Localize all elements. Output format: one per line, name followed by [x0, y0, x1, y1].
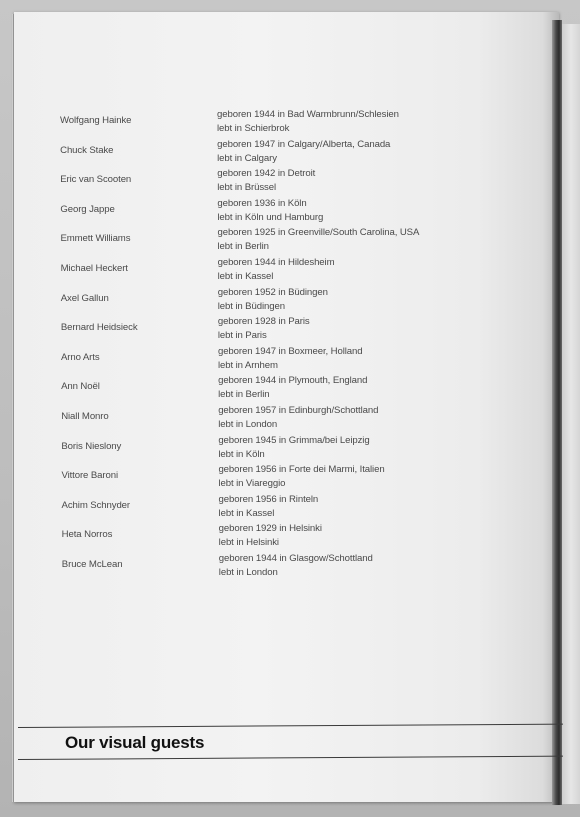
artist-birth: geboren 1947 in Boxmeer, Holland [217, 345, 363, 357]
artist-residence: lebt in London [218, 419, 278, 430]
artist-entry [0, 139, 540, 167]
artist-entry [1, 375, 541, 403]
artist-residence: lebt in Kassel [217, 271, 274, 282]
artist-birth: geboren 1928 in Paris [217, 316, 310, 328]
artist-name: Michael Heckert [60, 263, 128, 274]
artist-entry [0, 168, 540, 196]
artist-birth: geboren 1942 in Detroit [217, 168, 316, 180]
artist-name: Bruce McLean [61, 559, 123, 570]
artist-name: Vittore Baroni [61, 470, 119, 482]
artist-residence: lebt in Helsinki [218, 537, 279, 549]
artist-entry [1, 316, 541, 344]
artist-birth: geboren 1945 in Grimma/bei Leipzig [218, 434, 370, 446]
artist-birth: geboren 1944 in Hildesheim [217, 257, 335, 268]
artist-residence: lebt in Viareggio [218, 478, 286, 490]
artist-birth: geboren 1947 in Calgary/Alberta, Canada [217, 138, 391, 150]
artist-entry [0, 227, 540, 255]
artist-name: Wolfgang Hainke [60, 115, 132, 126]
artist-entry [1, 435, 541, 463]
artist-name: Niall Monro [61, 411, 109, 422]
artist-residence: lebt in Köln und Hamburg [217, 211, 324, 223]
artist-name: Georg Jappe [60, 203, 115, 215]
artist-birth: geboren 1944 in Plymouth, England [218, 375, 368, 387]
artist-residence: lebt in Calgary [217, 152, 277, 164]
artist-residence: lebt in Paris [217, 330, 267, 342]
artist-birth: geboren 1952 in Büdingen [217, 286, 328, 298]
artist-entry [1, 346, 541, 374]
artist-name: Heta Norros [61, 529, 113, 541]
artist-name: Achim Schnyder [61, 499, 131, 511]
artist-entry [2, 523, 542, 551]
artist-birth: geboren 1929 in Helsinki [218, 523, 322, 535]
artist-residence: lebt in Schierbrok [217, 123, 290, 134]
artist-name: Bernard Heidsieck [60, 322, 138, 334]
artist-entry [2, 494, 542, 522]
artist-name: Emmett Williams [60, 233, 131, 245]
artist-entry [1, 464, 541, 492]
footer-title: Our visual guests [65, 733, 205, 752]
artist-residence: lebt in Kassel [218, 507, 275, 519]
artist-name: Eric van Scooten [60, 174, 132, 186]
artist-entry [2, 553, 542, 581]
artist-residence: lebt in Arnhem [217, 359, 278, 371]
artist-birth: geboren 1957 in Edinburgh/Schottland [218, 405, 379, 416]
artist-birth: geboren 1956 in Rinteln [218, 493, 319, 505]
artist-entry [1, 405, 541, 433]
artist-residence: lebt in Brüssel [217, 182, 277, 194]
artist-birth: geboren 1944 in Bad Warmbrunn/Schlesien [217, 109, 399, 120]
artist-residence: lebt in Büdingen [217, 300, 285, 312]
artist-residence: lebt in Berlin [217, 241, 269, 253]
artist-residence: lebt in Berlin [218, 389, 270, 401]
artist-birth: geboren 1936 in Köln [217, 197, 307, 209]
artist-name: Chuck Stake [60, 144, 114, 156]
artist-residence: lebt in Köln [218, 448, 265, 460]
artist-entry [1, 287, 541, 315]
artist-birth: geboren 1956 in Forte dei Marmi, Italien [218, 464, 385, 476]
artist-entry [1, 257, 541, 285]
artist-residence: lebt in London [218, 567, 278, 578]
artist-entry [0, 198, 540, 226]
artist-name: Boris Nieslony [61, 440, 122, 452]
artist-entry [0, 109, 540, 137]
artist-name: Axel Gallun [60, 292, 109, 304]
artist-name: Arno Arts [60, 351, 100, 363]
artist-birth: geboren 1925 in Greenville/South Carolina, USA [217, 227, 420, 239]
artist-name: Ann Noël [61, 381, 100, 393]
artist-birth: geboren 1944 in Glasgow/Schottland [218, 553, 373, 564]
